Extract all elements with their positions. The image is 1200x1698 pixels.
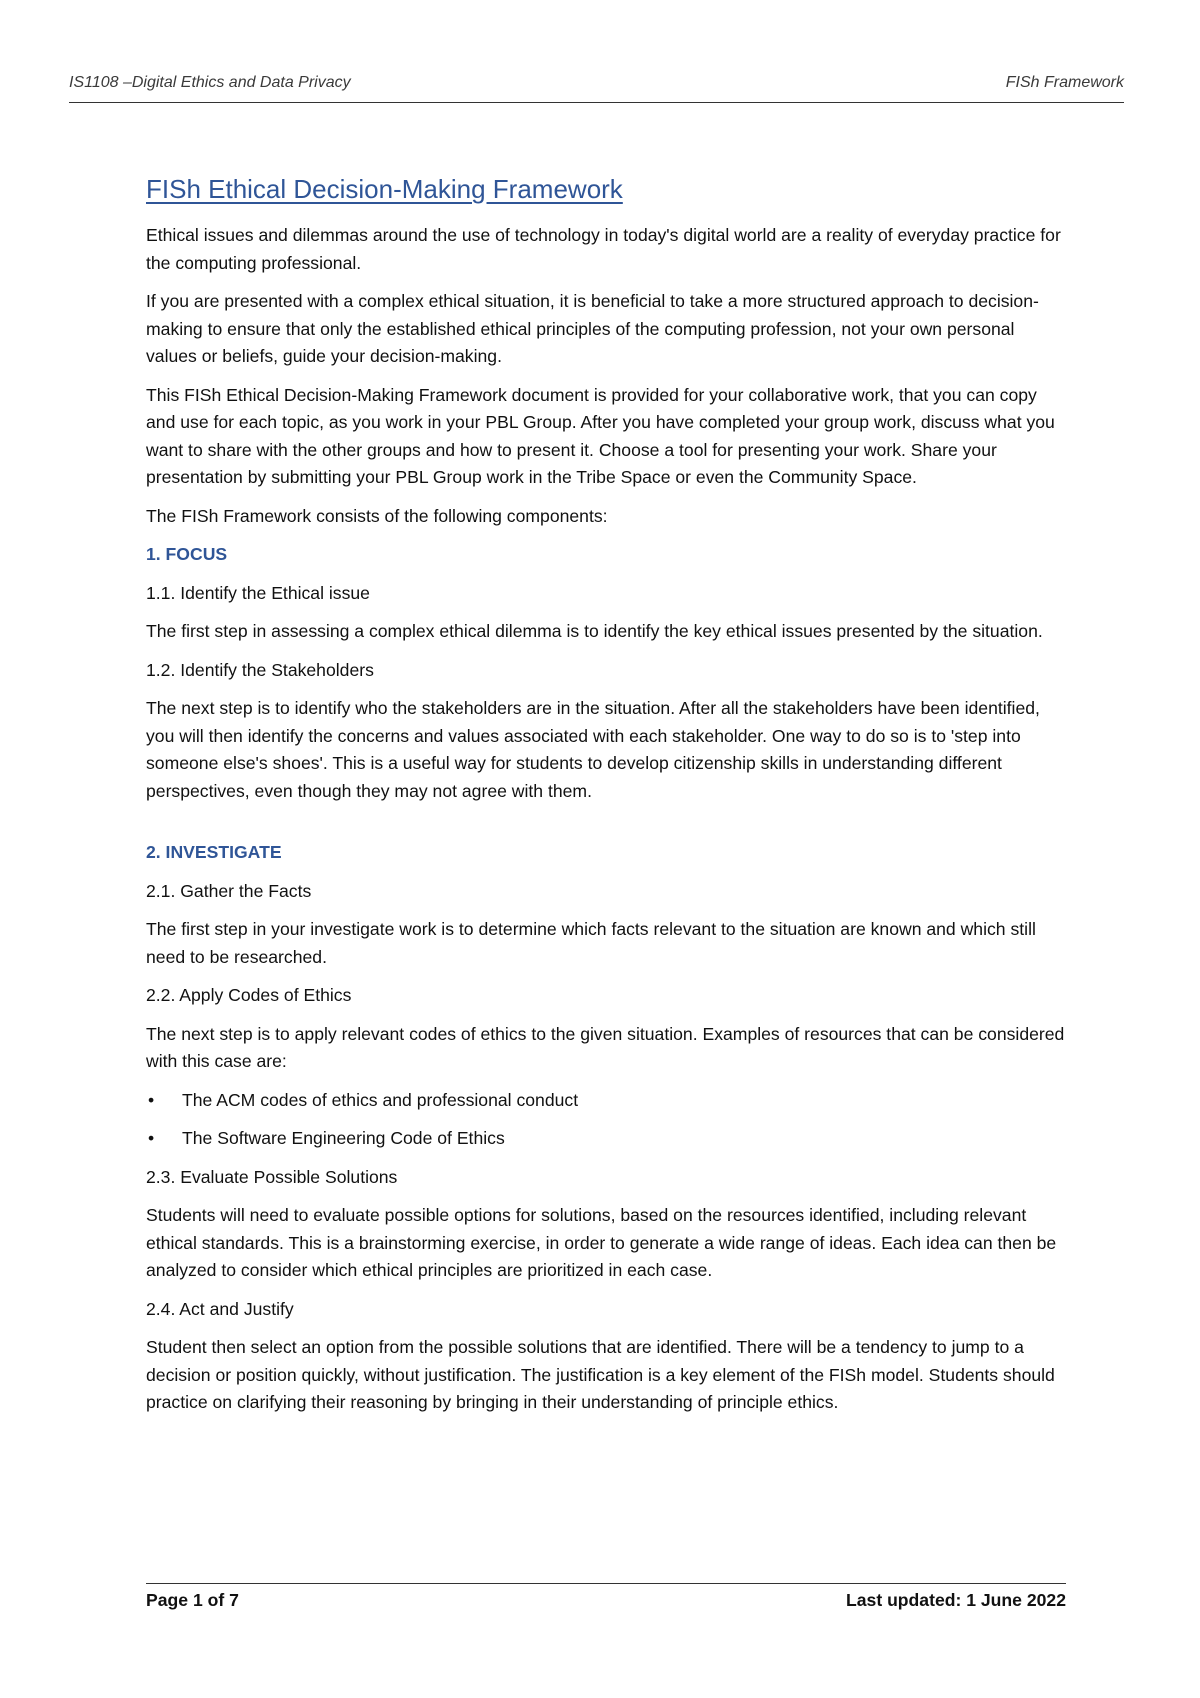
intro-paragraph-1: Ethical issues and dilemmas around the use of technology in today's digital world are a reality of everyday practice for the computing professional. (146, 225, 1061, 273)
investigate-paragraph-1: The first step in your investigate work is to determine which facts relevant to the situation are known and which still need to be researched. (146, 919, 1036, 967)
investigate-subheading-2: 2.2. Apply Codes of Ethics (146, 985, 352, 1005)
investigate-paragraph-2: The next step is to apply relevant codes of ethics to the given situation. Examples of resources that can be considered with this case are: (146, 1023, 1065, 1071)
bullet-icon: • (148, 1089, 155, 1110)
page-number: Page 1 of 7 (146, 1590, 239, 1610)
intro-paragraph-3: This FISh Ethical Decision-Making Framework document is provided for your collaborative work, that you can copy and use for each topic, as you work in your PBL Group. After you have completed your group work, discuss what you want to share with the other groups and how to present it. Choose a tool for presenting your work. Share your presentation by submitting your PBL Group work in the Tribe Space or even the Community Space. (146, 384, 1055, 487)
list-item (146, 1087, 1066, 1115)
last-updated: Last updated: 1 June 2022 (846, 1590, 1066, 1610)
list-item-text: The Software Engineering Code of Ethics (182, 1128, 505, 1148)
investigate-subheading-4: 2.4. Act and Justify (146, 1298, 294, 1319)
focus-paragraph-1: The first step in assessing a complex ethical dilemma is to identify the key ethical issues presented by the situation. (146, 621, 1043, 641)
investigate-subheading-1: 2.1. Gather the Facts (146, 880, 312, 901)
focus-paragraph-2: The next step is to identify who the stakeholders are in the situation. After all the stakeholders have been identified, you will then identify the concerns and values associated with each stakeholder. One way to do so is to 'step into someone else's shoes'. This is a useful way for students to develop citizenship skills in understanding different perspectives, even though they may not agree with them. (146, 698, 1040, 801)
focus-heading: 1. FOCUS (146, 544, 228, 564)
intro-paragraph-2: If you are presented with a complex ethical situation, it is beneficial to take a more structured approach to decision-making to ensure that only the established ethical principles of the computing profession, not your own personal values or beliefs, guide your decision-making. (146, 291, 1039, 366)
list-item-text: The ACM codes of ethics and professional conduct (182, 1089, 579, 1110)
codes-of-ethics-list (146, 1087, 1066, 1153)
intro-paragraph-4: The FISh Framework consists of the following components: (146, 505, 608, 526)
investigate-paragraph-4: Student then select an option from the possible solutions that are identified. There will be a tendency to jump to a decision or position quickly, without justification. The justification is a key element of the FISh model. Students should practice on clarifying their reasoning by bringing in their understanding of principle ethics. (146, 1337, 1055, 1412)
document-body (146, 172, 1066, 1428)
focus-subheading-2: 1.2. Identify the Stakeholders (146, 659, 374, 680)
focus-subheading-1: 1.1. Identify the Ethical issue (146, 582, 370, 603)
investigate-paragraph-3: Students will need to evaluate possible options for solutions, based on the resources identified, including relevant ethical standards. This is a brainstorming exercise, in order to generate a wide range of ideas. Each idea can then be analyzed to consider which ethical principles are prioritized in each case. (146, 1205, 1057, 1280)
list-item (146, 1125, 1066, 1153)
investigate-heading: 2. INVESTIGATE (146, 842, 282, 862)
header-document-name: FISh Framework (1005, 74, 1124, 91)
bullet-icon: • (148, 1128, 155, 1148)
investigate-subheading-3: 2.3. Evaluate Possible Solutions (146, 1166, 398, 1187)
header-course-title: IS1108 –Digital Ethics and Data Privacy (69, 74, 351, 91)
page-header (69, 74, 1124, 103)
document-title: FISh Ethical Decision-Making Framework (146, 174, 623, 204)
page-footer (146, 1583, 1066, 1620)
